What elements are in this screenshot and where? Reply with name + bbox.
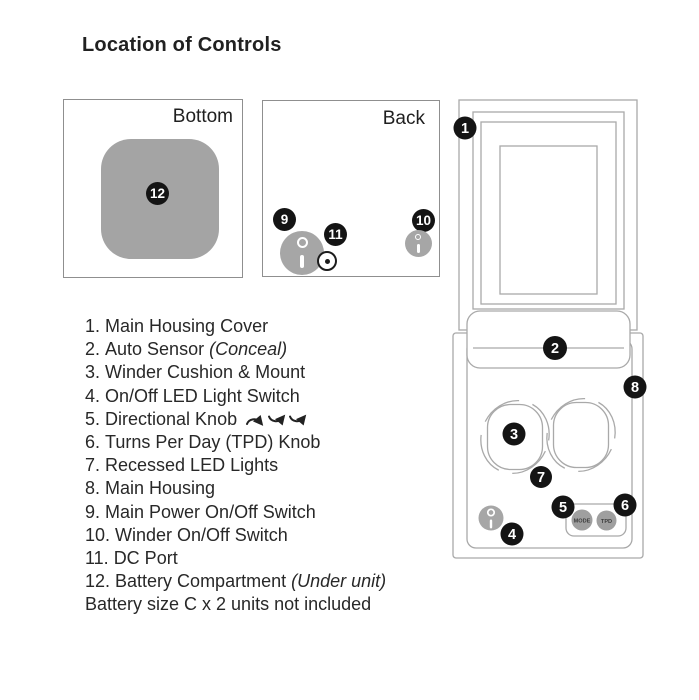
legend-item-5: 5. Directional Knob <box>85 408 425 431</box>
badge-5-directional-knob: 5 <box>558 500 568 516</box>
badge-1-main-housing-cover: 1 <box>460 121 470 137</box>
back-view-label: Back <box>382 108 425 129</box>
legend-item-1: 1. Main Housing Cover <box>85 316 269 336</box>
led-light-switch-icon <box>479 506 504 531</box>
right-winder-cushion <box>554 403 609 468</box>
badge-3-winder-cushion: 3 <box>509 427 519 443</box>
tpd-knob-label: TPD <box>600 519 613 525</box>
cover-inner-frame <box>481 122 616 304</box>
badge-11-dc-port: 11 <box>324 223 347 246</box>
legend-item-8: 8. Main Housing <box>85 478 216 499</box>
legend-item-6: 6. Turns Per Day (TPD) Knob <box>85 432 321 453</box>
bottom-view-panel <box>63 99 243 278</box>
legend-item-2: 2. Auto Sensor (Conceal) <box>85 339 288 360</box>
legend-item-4: 4. On/Off LED Light Switch <box>85 385 300 406</box>
cover-window <box>500 146 597 294</box>
legend-battery-note: Battery size C x 2 units not included <box>85 594 372 615</box>
device-front-diagram <box>448 93 652 571</box>
winder-on-off-switch-icon <box>405 230 432 257</box>
badge-12-battery-compartment: 12 <box>146 182 169 205</box>
badge-6-tpd-knob: 6 <box>620 498 630 514</box>
legend-item-7: 7. Recessed LED Lights <box>85 455 279 476</box>
cover-middle-frame <box>473 112 624 309</box>
dc-port-pin <box>325 259 330 264</box>
badge-4-led-light-switch: 4 <box>507 527 517 543</box>
mode-knob-label: MODE <box>573 518 591 525</box>
badge-7-recessed-led-lights: 7 <box>536 470 546 486</box>
bottom-view-label: Bottom <box>172 106 233 127</box>
tpd-knob <box>597 511 617 531</box>
page-title: Location of Controls <box>82 34 282 56</box>
back-view-panel <box>262 100 440 277</box>
power-off-symbol <box>415 234 421 240</box>
rotation-direction-arcs-icon <box>244 412 308 427</box>
legend-item-11: 11. DC Port <box>85 548 178 569</box>
dc-port-icon <box>317 251 337 271</box>
badge-8-main-housing: 8 <box>630 380 640 396</box>
mode-knob <box>572 510 593 531</box>
legend-item-12: 12. Battery Compartment (Under unit) <box>85 571 387 592</box>
power-off-symbol <box>297 237 308 248</box>
badge-2-auto-sensor: 2 <box>550 341 560 357</box>
legend-item-3: 3. Winder Cushion & Mount <box>85 362 306 383</box>
cover-outer-frame <box>459 100 637 330</box>
main-power-switch-icon <box>280 231 324 275</box>
power-on-symbol <box>417 244 420 253</box>
badge-9-main-power-switch: 9 <box>273 208 296 231</box>
legend-item-10: 10. Winder On/Off Switch <box>85 524 288 545</box>
badge-10-winder-switch: 10 <box>412 209 435 232</box>
power-on-symbol <box>300 255 304 268</box>
legend-list <box>85 315 425 617</box>
legend-item-9: 9. Main Power On/Off Switch <box>85 501 316 522</box>
